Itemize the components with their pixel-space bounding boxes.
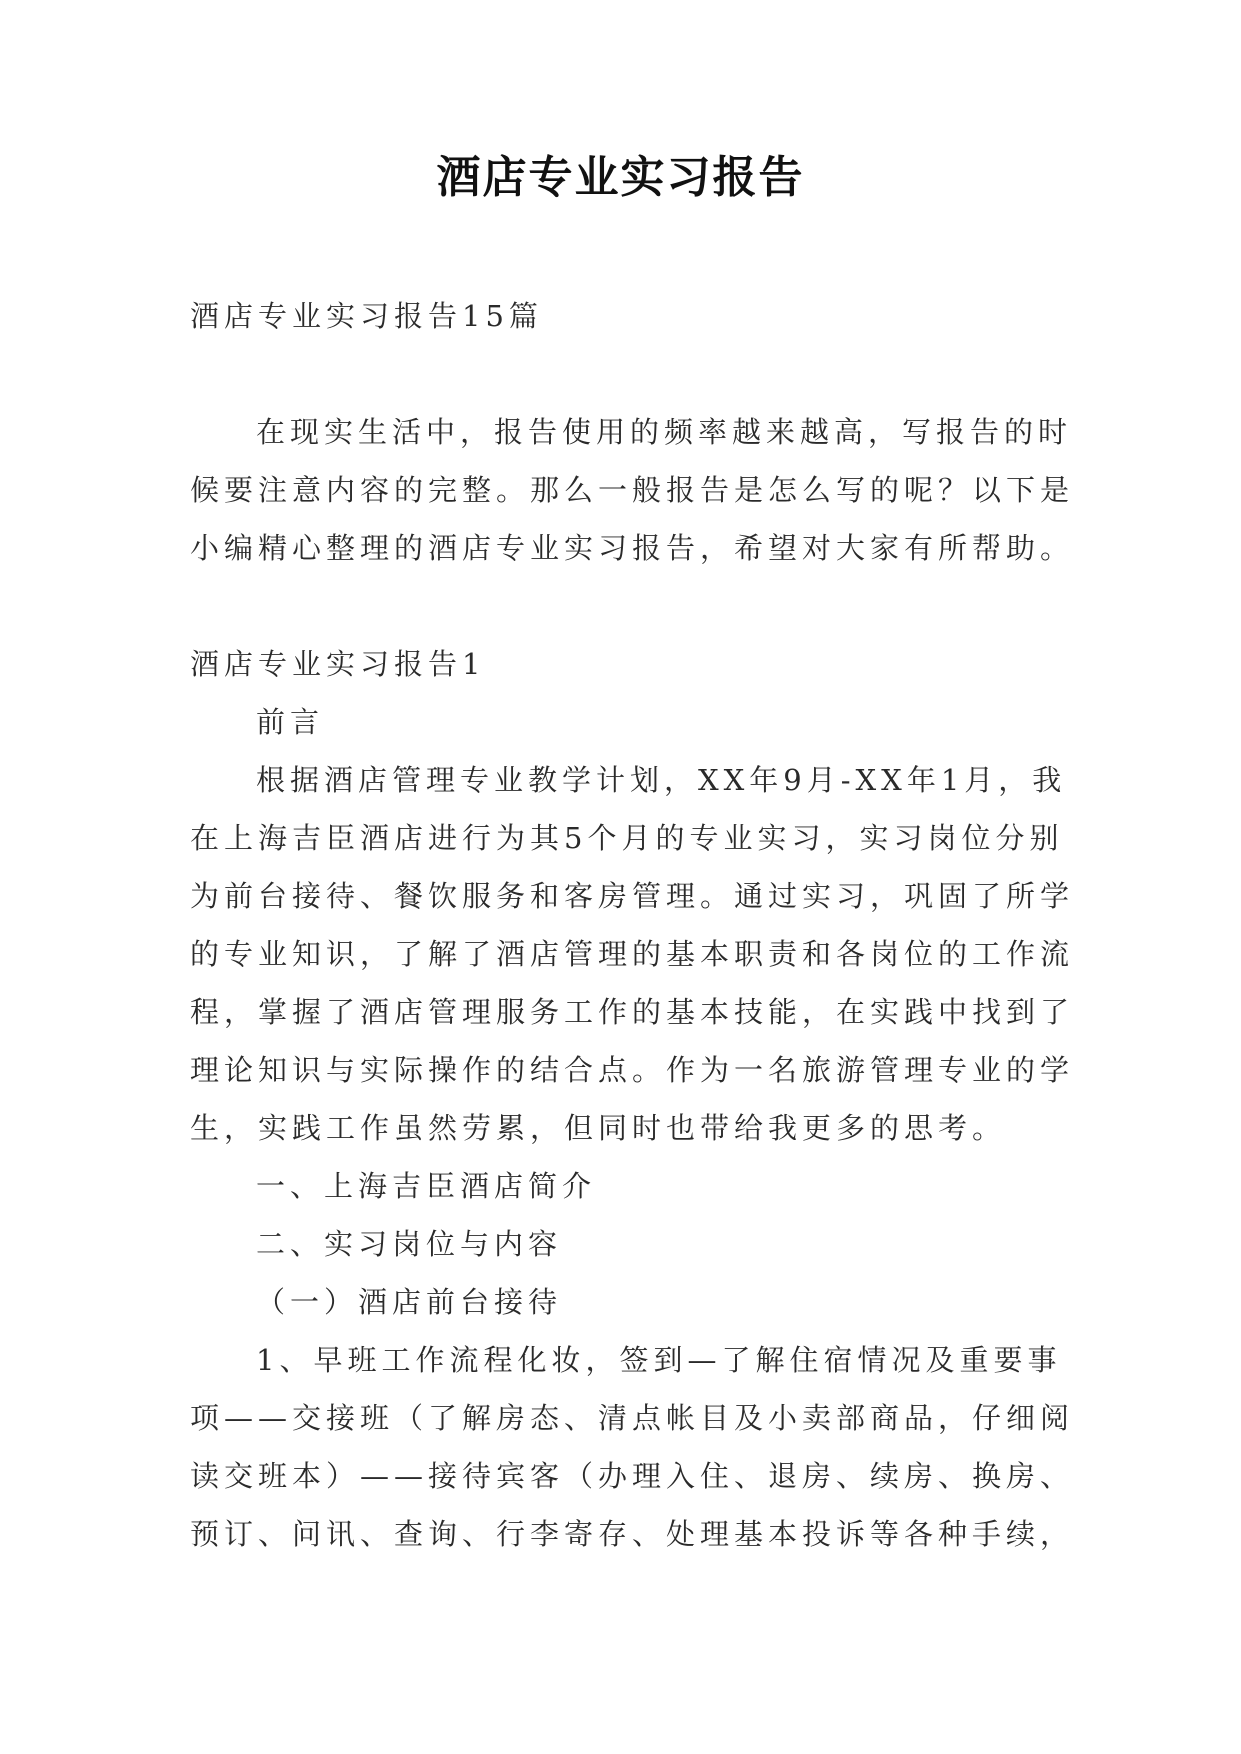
paragraph-line: 在上海吉臣酒店进行为其5个月的专业实习，实习岗位分别 — [190, 821, 1064, 855]
paragraph-line: 的专业知识，了解了酒店管理的基本职责和各岗位的工作流 — [190, 937, 1075, 971]
paragraph-line: 小编精心整理的酒店专业实习报告，希望对大家有所帮助。 — [190, 531, 1075, 565]
paragraph-line: 1、早班工作流程化妆，签到—了解住宿情况及重要事 — [256, 1343, 1062, 1377]
paragraph-line: 生，实践工作虽然劳累，但同时也带给我更多的思考。 — [190, 1111, 1007, 1145]
paragraph-line: 候要注意内容的完整。那么一般报告是怎么写的呢？以下是 — [190, 473, 1075, 507]
section-subheading: 二、实习岗位与内容 — [256, 1227, 563, 1261]
paragraph-line: 项——交接班（了解房态、清点帐目及小卖部商品，仔细阅 — [190, 1401, 1075, 1435]
paragraph-line: 理论知识与实际操作的结合点。作为一名旅游管理专业的学 — [190, 1053, 1075, 1087]
section-subheading: 一、上海吉臣酒店简介 — [256, 1169, 597, 1203]
paragraph-line: 程，掌握了酒店管理服务工作的基本技能，在实践中找到了 — [190, 995, 1075, 1029]
paragraph-line: 在现实生活中，报告使用的频率越来越高，写报告的时 — [256, 415, 1073, 449]
document-title: 酒店专业实习报告 — [436, 152, 805, 203]
paragraph-line: 读交班本）——接待宾客（办理入住、退房、续房、换房、 — [190, 1459, 1075, 1493]
paragraph-line: 根据酒店管理专业教学计划，XX年9月-XX年1月，我 — [256, 763, 1067, 797]
section-heading: 酒店专业实习报告1 — [190, 647, 486, 681]
paragraph-line: 为前台接待、餐饮服务和客房管理。通过实习，巩固了所学 — [190, 879, 1075, 913]
paragraph-line: 预订、问讯、查询、行李寄存、处理基本投诉等各种手续， — [190, 1517, 1075, 1551]
section-subheading: （一）酒店前台接待 — [256, 1285, 563, 1319]
section-subheading: 前言 — [256, 705, 325, 739]
subtitle-line: 酒店专业实习报告15篇 — [190, 299, 543, 333]
